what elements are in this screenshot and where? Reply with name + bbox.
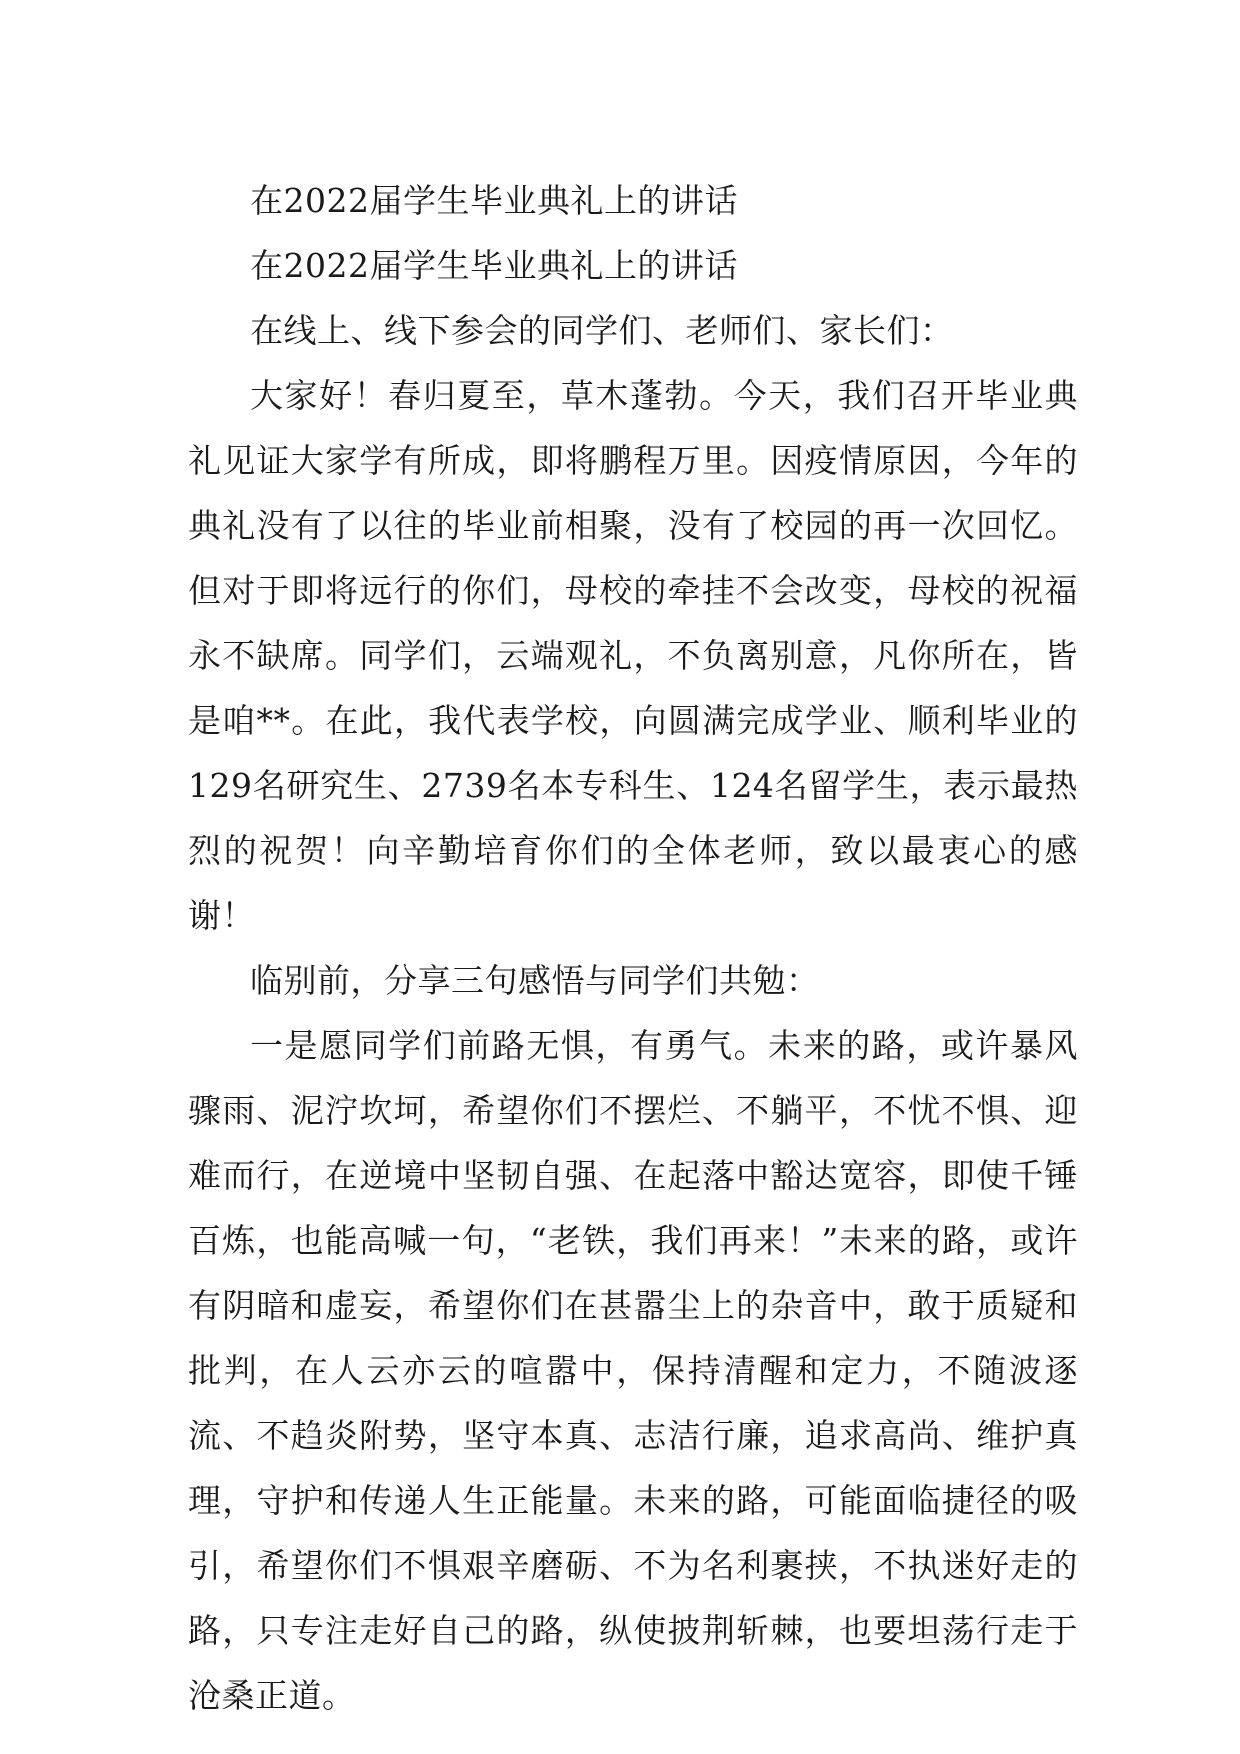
- document-subtitle: 在2022届学生毕业典礼上的讲话: [250, 246, 738, 285]
- paragraph-first-wish: 一是愿同学们前路无惧，有勇气。未来的路，或许暴风骤雨、泥泞坎坷，希望你们不摆烂、不躺平，不忧不惧、迎难而行，在逆境中坚韧自强、在起落中豁达宽容，即使千锤百炼，也能高喊一句，“老铁，我们再来！”未来的路，或许有阴暗和虚妄，希望你们在甚嚣尘上的杂音中，敢于质疑和批判，在人云亦云的喧嚣中，保持清醒和定力，不随波逐流、不趋炎附势，坚守本真、志洁行廉，追求高尚、维护真理，守护和传递人生正能量。未来的路，可能面临捷径的吸引，希望你们不惧艰辛磨砺、不为名利裹挟，不执迷好走的路，只专注走好自己的路，纵使披荆斩棘，也要坦荡行走于沧桑正道。: [188, 1026, 1078, 1715]
- paragraph-transition: 临别前，分享三句感悟与同学们共勉：: [250, 961, 820, 1000]
- paragraph-opening: 大家好！春归夏至，草木蓬勃。今天，我们召开毕业典礼见证大家学有所成，即将鹏程万里。因疫情原因，今年的典礼没有了以往的毕业前相聚，没有了校园的再一次回忆。但对于即将远行的你们，母校的牵挂不会改变，母校的祝福永不缺席。同学们，云端观礼，不负离别意，凡你所在，皆是咱**。在此，我代表学校，向圆满完成学业、顺利毕业的129名研究生、2739名本专科生、124名留学生，表示最热烈的祝贺！向辛勤培育你们的全体老师，致以最衷心的感谢！: [188, 376, 1078, 935]
- salutation: 在线上、线下参会的同学们、老师们、家长们：: [250, 311, 954, 350]
- document-body: [188, 168, 1078, 1728]
- document-title: 在2022届学生毕业典礼上的讲话: [250, 181, 738, 220]
